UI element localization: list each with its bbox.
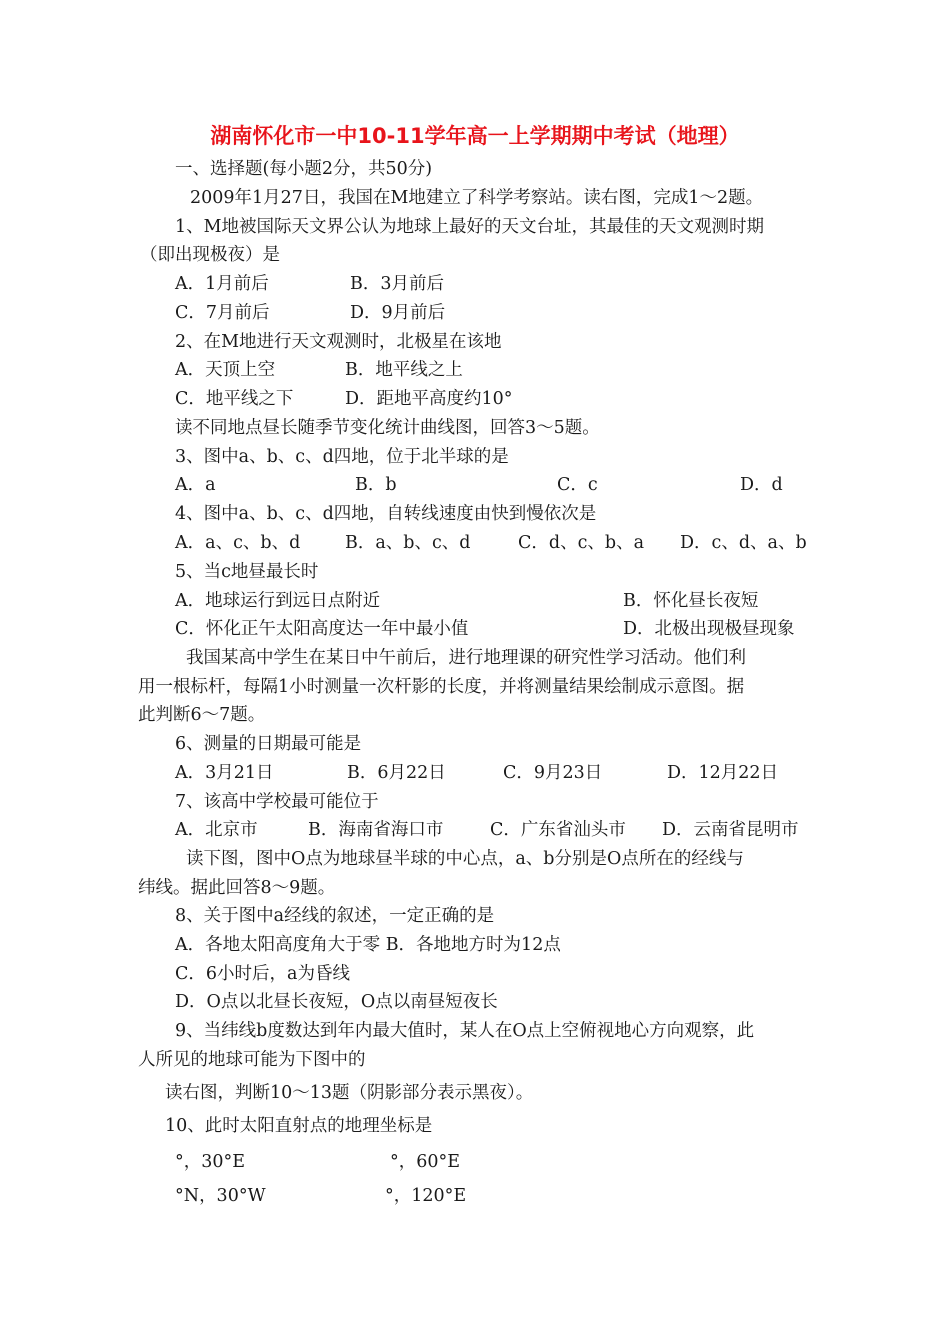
q10-option-a: °，30°E (175, 1152, 246, 1172)
intro-q1-2: 2009年1月27日，我国在M地建立了科学考察站。读右图，完成1～2题。 (190, 188, 764, 208)
q1-option-a: A．1月前后 (175, 274, 269, 294)
intro-q10-13: 读右图，判断10～13题（阴影部分表示黑夜）。 (165, 1083, 534, 1103)
q10-stem: 10、此时太阳直射点的地理坐标是 (165, 1116, 433, 1136)
q2-option-c: C．地平线之下 (175, 389, 294, 409)
q7-option-d: D．云南省昆明市 (662, 820, 799, 840)
q3-option-d: D．d (740, 475, 783, 495)
q5-option-a: A．地球运行到远日点附近 (175, 591, 381, 611)
q9-stem-line2: 人所见的地球可能为下图中的 (138, 1050, 366, 1070)
q9-stem-line1: 9、当纬线b度数达到年内最大值时，某人在O点上空俯视地心方向观察，此 (175, 1021, 755, 1041)
q2-option-d: D．距地平高度约10° (345, 389, 513, 409)
q5-option-b: B．怀化昼长夜短 (623, 591, 759, 611)
q7-option-b: B．海南省海口市 (308, 820, 444, 840)
intro-q3-5: 读不同地点昼长随季节变化统计曲线图，回答3～5题。 (175, 418, 600, 438)
intro-q8-9-line2: 纬线。据此回答8～9题。 (138, 878, 336, 898)
q1-option-c: C．7月前后 (175, 303, 270, 323)
q10-option-b: °，60°E (390, 1152, 461, 1172)
q5-option-c: C．怀化正午太阳高度达一年中最小值 (175, 619, 469, 639)
q1-stem-line1: 1、M地被国际天文界公认为地球上最好的天文台址，其最佳的天文观测时期 (175, 217, 765, 237)
q8-stem: 8、关于图中a经线的叙述，一定正确的是 (175, 906, 495, 926)
q3-option-c: C．c (557, 475, 598, 495)
q6-option-d: D．12月22日 (667, 763, 779, 783)
intro-q8-9-line1: 读下图，图中O点为地球昼半球的中心点，a、b分别是O点所在的经线与 (186, 849, 744, 869)
q8-option-c: C．6小时后，a为昏线 (175, 964, 350, 984)
exam-title: 湖南怀化市一中10-11学年高一上学期期中考试（地理） (210, 124, 740, 148)
q3-stem: 3、图中a、b、c、d四地，位于北半球的是 (175, 447, 509, 467)
q1-stem-line2: （即出现极夜）是 (140, 245, 280, 265)
q10-option-c: °N，30°W (175, 1186, 266, 1206)
q4-option-a: A．a、c、b、d (175, 533, 301, 553)
q2-stem: 2、在M地进行天文观测时，北极星在该地 (175, 332, 502, 352)
section-heading: 一、选择题(每小题2分，共50分) (175, 159, 433, 179)
q4-stem: 4、图中a、b、c、d四地，自转线速度由快到慢依次是 (175, 504, 597, 524)
intro-q6-7-line1: 我国某高中学生在某日中午前后，进行地理课的研究性学习活动。他们利 (186, 648, 746, 668)
q4-option-b: B．a、b、c、d (345, 533, 471, 553)
q8-option-ab: A．各地太阳高度角大于零 B．各地地方时为12点 (175, 935, 561, 955)
q4-option-d: D．c、d、a、b (680, 533, 807, 553)
q10-option-d: °，120°E (385, 1186, 467, 1206)
q6-option-b: B．6月22日 (347, 763, 446, 783)
q1-option-d: D．9月前后 (350, 303, 446, 323)
q6-stem: 6、测量的日期最可能是 (175, 734, 362, 754)
q7-stem: 7、该高中学校最可能位于 (175, 792, 379, 812)
q8-option-d: D．O点以北昼长夜短，O点以南昼短夜长 (175, 992, 498, 1012)
q3-option-b: B．b (355, 475, 397, 495)
q7-option-c: C．广东省汕头市 (490, 820, 626, 840)
q7-option-a: A．北京市 (175, 820, 258, 840)
q5-option-d: D．北极出现极昼现象 (623, 619, 795, 639)
q6-option-a: A．3月21日 (175, 763, 274, 783)
q5-stem: 5、当c地昼最长时 (175, 562, 319, 582)
q6-option-c: C．9月23日 (503, 763, 603, 783)
q2-option-b: B．地平线之上 (345, 360, 463, 380)
q2-option-a: A．天顶上空 (175, 360, 276, 380)
q4-option-c: C．d、c、b、a (518, 533, 645, 553)
intro-q6-7-line3: 此判断6～7题。 (138, 705, 266, 725)
q3-option-a: A．a (175, 475, 216, 495)
q1-option-b: B．3月前后 (350, 274, 444, 294)
intro-q6-7-line2: 用一根标杆，每隔1小时测量一次杆影的长度，并将测量结果绘制成示意图。据 (138, 677, 745, 697)
